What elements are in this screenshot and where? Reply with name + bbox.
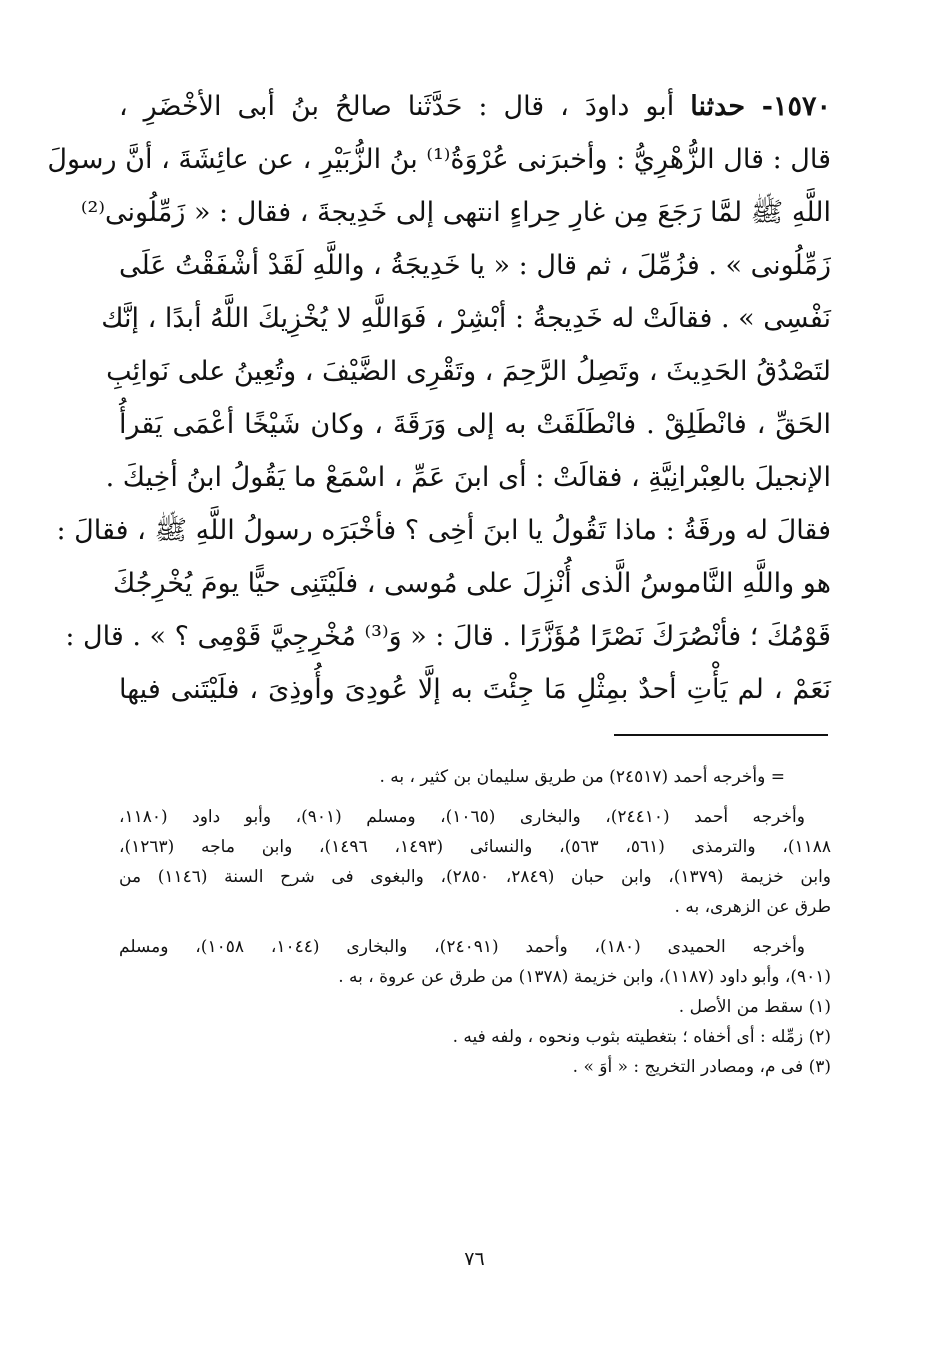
footnote-continuation: = وأخرجه أحمد (٢٤٥١٧) من طريق سليمان بن كثير ، به . bbox=[379, 767, 785, 787]
footnote-takhrij-line: (٩٠١)، وأبو داود (١١٨٧)، وابن خزيمة (١٣٧٨) من طرق عن عروة ، به . bbox=[338, 967, 831, 987]
footnote-separator bbox=[614, 734, 828, 736]
main-text-line: اللَّهِ ﷺ لمَّا رَجَعَ مِن غارِ حِراءٍ انتهى إلى خَدِيجةَ ، فقال : « زَمِّلُونى⁽²⁾ bbox=[80, 197, 831, 228]
footnote-takhrij-line: وأخرجه أحمد (٢٤٤١٠)، والبخارى (١٠٦٥)، ومسلم (٩٠١)، وأبو داود (١١٨٠، bbox=[119, 807, 805, 827]
footnote-takhrij-line: وابن خزيمة (١٣٧٩)، وابن حبان (٢٨٤٩، ٢٨٥٠)، والبغوى فى شرح السنة (١١٤٦) من bbox=[119, 867, 831, 887]
main-text-line: زَمِّلُونى » . فزُمِّلَ ، ثم قال : « يا خَدِيجَةُ ، واللَّهِ لَقَدْ أشْفَقْتُ عَلَى bbox=[118, 250, 831, 281]
footnote-takhrij-line: وأخرجه الحميدى (١٨٠)، وأحمد (٢٤٠٩١)، والبخارى (١٠٤٤، ١٠٥٨)، ومسلم bbox=[119, 937, 805, 957]
main-text-line: قَوْمُكَ ؛ فأنْصُرَكَ نَصْرًا مُؤَزَّرًا . قالَ : « وَ⁽³⁾ مُخْرِجِيَّ قَوْمِى ؟ » . قال : bbox=[65, 621, 831, 652]
main-text-line: هو واللَّهِ النَّاموسُ الَّذى أُنْزِلَ على مُوسى ، فلَيْتَنِى حيًّا يومَ يُخْرِجُكَ bbox=[113, 568, 831, 599]
main-text-line: نَعَمْ ، لم يَأْتِ أحدٌ بمِثْلِ مَا جِئْتَ به إلَّا عُودِىَ وأُوذِىَ ، فلَيْتَنى فيها bbox=[119, 674, 831, 705]
main-text-line: نَفْسِى » . فقالَتْ له خَدِيجةُ : أبْشِرْ ، فَوَاللَّهِ لا يُخْزِيكَ اللَّهُ أبدًا ، إنَّك bbox=[101, 303, 831, 334]
main-text-line: فقالَ له ورقَةُ : ماذا تَقُولُ يا ابنَ أخِى ؟ فأخْبَرَه رسولُ اللَّهِ ﷺ ، فقالَ : bbox=[56, 515, 831, 546]
footnotes-section bbox=[119, 762, 831, 1082]
footnote-3: (٣) فى م، ومصادر التخريج : « أوَ » . bbox=[572, 1057, 831, 1077]
main-text-line: قال : قال الزُّهْرِيُّ : وأخبرَنى عُرْوَةُ⁽¹⁾ بنُ الزُّبَيْرِ ، عن عائِشَةَ ، أنَّ رسولَ bbox=[47, 144, 831, 175]
footnote-1: (١) سقط من الأصل . bbox=[678, 997, 831, 1017]
footnote-takhrij-line: طرق عن الزهرى، به . bbox=[674, 897, 831, 917]
footnote-2: (٢) زمِّله : أى أخفاه ؛ بتغطيته بثوب ونحوه ، ولفه فيه . bbox=[452, 1027, 831, 1047]
main-text-line: الحَقِّ ، فانْطَلِقْ . فانْطَلَقَتْ به إلى وَرَقَةَ ، وكان شَيْخًا أعْمَى يَقرأُ bbox=[119, 409, 831, 440]
main-text-line: لتَصْدُقُ الحَدِيثَ ، وتَصِلُ الرَّحِمَ ، وتَقْرِى الضَّيْفَ ، وتُعِينُ على نَوائِبِ bbox=[106, 356, 831, 387]
hadith-number: ١٥٧٠- حدثنا bbox=[690, 91, 831, 122]
footnote-takhrij-line: ١١٨٨)، والترمذى (٥٦١، ٥٦٣)، والنسائى (١٤٩٣، ١٤٩٦)، وابن ماجه (١٢٦٣)، bbox=[119, 837, 831, 857]
main-text-line: ١٥٧٠- حدثنا أبو داودَ ، قال : حَدَّثَنا صالحُ بنُ أبى الأخْضَرِ ، bbox=[119, 91, 831, 122]
hadith-main-text bbox=[47, 80, 831, 716]
page-number: ٧٦ bbox=[464, 1248, 485, 1270]
main-text-line: الإنجيلَ بالعِبْرانِيَّةِ ، فقالَتْ : أى ابنَ عَمِّ ، اسْمَعْ ما يَقُولُ ابنُ أخِيكَ . bbox=[105, 462, 831, 493]
